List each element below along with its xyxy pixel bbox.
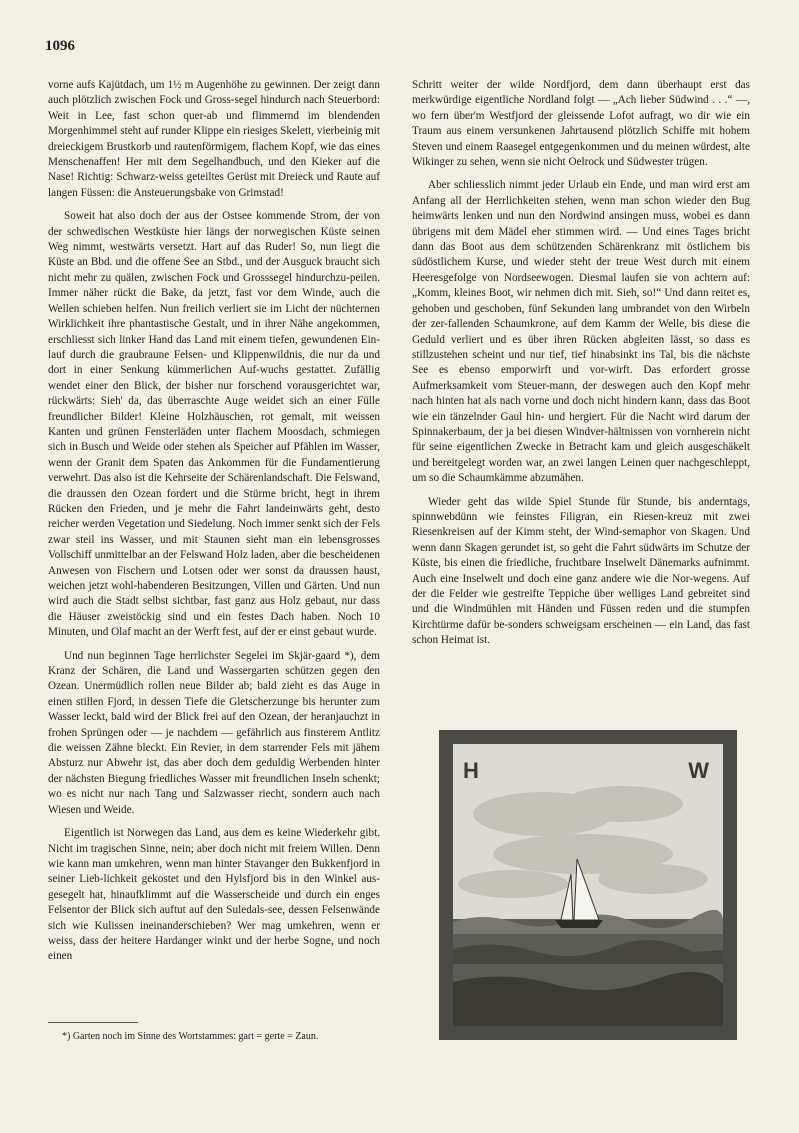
paragraph: Aber schliesslich nimmt jeder Urlaub ein Ende, und man wird erst am Anfang all der Herrlichkeiten stehen, wenn man schon wieder den Bug heimwärts lenken und nun den Nordwind ansingen muss, wobei es dann übrigens mit dem Mädel eher stimmen wird. — Und eines Tages bricht dann das Boot aus dem schützenden Schärenkranz mit östlichem bis südöstlichem Kurse, und wieder steht der treue West durch mit einem Heeresgefolge von Nordseewogen. Diesmal laufen sie von achtern auf: „Komm, kleines Boot, wir nehmen dich mit. Sieh, so!“ Und dann reitet es, gehoben und geschoben, fünf Sekunden lang umbrandet von den Wirbeln der zer-fallenden Schaumkrone, auf dem Kamm der Welle, bis diese die Geduld verliert und es über ihren Rücken abgleiten lässt, so dass es stillzustehen scheint und nur tief, tief hinabsinkt ins Tal, bis die nächste See es ebenso emporwirft und vor-wirft. Das erfordert grosse Aufmerksamkeit vom Steuer-mann, der deswegen auch den Kopf mehr nach hinten hat als nach vorne und doch nicht hindern kann, dass das Boot wie ein tänzelnder Gaul hin- und hergiert. Für die Nacht wird darum der Spinnakerbaum, der ja bei diesen Windver-hältnissen von vornherein nicht für seine eigentlichen Zwecke in Betracht kam und gleich ausgeschäkelt und bereitgelegt worden war, an zwei langen Leinen quer nachgeschleppt, um so die Schaumkämme abzumähen. [412, 179, 750, 485]
paragraph: vorne aufs Kajütdach, um 1½ m Augenhöhe zu gewinnen. Der zeigt dann auch plötzlich zwischen Fock und Gross-segel hindurch nach Steuerbord: Weit in Lee, fast schon quer-ab und flimmernd im blendenden Morgenhimmel steht auf runder Klippe ein riesiges Skelett, vierbeinig mit dreieckigem Brustkorb und rautenförmigem, flachem Kopf, wie das eines Menschenaffen! Her mit dem Segelhandbuch, und den Kieker auf die Nase! Richtig: Schwarz-weiss geteiltes Gerüst mit Dreieck und Raute auf langen Füssen: die Ansteuerungsbake von Grimstad! [48, 79, 380, 199]
illustration-canvas [453, 744, 723, 1026]
paragraph: Schritt weiter der wilde Nordfjord, dem dann überhaupt erst das merkwürdige eigentliche Nordland folgt — „Ach lieber Südwind . . .“ —, wo fern über'm Westfjord der gleissende Lofot aufragt, wo dir wie ein Traum aus einem versunkenen Jahrtausend plötzlich Schiffe mit hohem Steven und einem Raasegel entgegenkommen und du meinen würdest, alte Wikinger zu sehen, wenn sie nicht Oelrock und Südwester trügen. [412, 79, 750, 169]
initial-w: W [688, 758, 709, 783]
paragraph: Soweit hat also doch der aus der Ostsee kommende Strom, der von der schwedischen Westküste hier längs der norwegischen Küste seinen Weg nimmt, westwärts versetzt. Hart auf das Ruder! So, nun liegt die Küste an Bbd. und die offene See an Stbd., und der Ausguck braucht sich nicht mehr zu quälen, zwischen Fock und Grosssegel hindurchzu-peilen. Immer näher rückt die Bake, da jetzt, fast vor dem Winde, auch die Wellen schieben helfen. Nun freilich verliert sie im Licht der nüchternen Wirklichkeit ihre phantastische Gestalt, und in ihrer Nähe angekommen, erschliesst sich linker Hand das Land mit einem tiefen, gewundenen Ein-lauf durch die graubraune Felsen- und Klippenwildnis, die nur da und dort in einer Senkung kümmerlichen Auf-wuchs gestattet. Zufällig wendet einer den Blick, der bisher nur forschend vorausgerichtet war, rückwärts: Sieh' da, das überraschte Auge weidet sich an einer Fülle freundlicher Bilder! Kleine Holzhäuschen, rot gemalt, mit weissen Kanten und grünen Fensterläden unter flachem Moosdach, schmiegen sich in Busch und Weide oder stehen als Speicher auf Pfählen im Wasser, wenn der Granit dem Spaten das Ankommen für die Fundamentierung verwehrt. Das also ist die Kehrseite der Schärenlandschaft. Die Felswand, die draussen den Ozean fordert und die Stürme bricht, hegt in ihrem Rücken den Frieden, und je mehr die Fahrt landeinwärts geht, desto reicher werden Vegetation und Siedelung. Noch immer senkt sich der Fels zwar steil ins Wasser, und mit Staunen sieht man ein lebensgrosses Vollschiff unmittelbar an der Felswand Holz laden, aber die bescheidenen Anwesen von Fischern und Lotsen oder wer sonst da draussen haust, weichen jetzt wohl-habenderen Besitzungen, Villen und Gärten. Und nun wird auch die Stadt selbst sichtbar, fast ganz aus Holz gebaut, nur dass die Häuser zweistöckig sind und ein festes Dach haben. Noch 10 Minuten, und Olaf macht an der Werft fest, auf der er einst gebaut wurde. [48, 210, 380, 639]
initial-h: H [463, 758, 479, 783]
left-text-column [48, 78, 380, 973]
page-number: 1096 [45, 38, 75, 54]
footnote: *) Garten noch im Sinne des Wortstammes: gart = gerte = Zaun. [62, 1031, 319, 1042]
seascape-drawing [453, 744, 723, 1026]
paragraph: Wieder geht das wilde Spiel Stunde für Stunde, bis anderntags, spinnwebdünn wie feinstes Filigran, ein Riesen-kreuz mit zwei Riesenkreisen auf der Kimm steht, der Wind-semaphor von Skagen. Und wenn dann Skagen gerundet ist, so geht die Fahrt südwärts im Schutze der Küste, bis einen die friedliche, fruchtbare Inselwelt Dänemarks aufnimmt. Auch eine Inselwelt und doch eine ganz andere wie die Nor-wegens. Auf der die Felder wie gestreifte Teppiche über welliges Land gebreitet sind und die Windmühlen mit Händen und Füssen reden und die stumpfen Kirchtürme dafür be-sonders schweigsam erscheinen — ein Land, das fast schon Heimat ist. [412, 495, 750, 647]
paragraph: Eigentlich ist Norwegen das Land, aus dem es keine Wiederkehr gibt. Nicht im tragischen Sinne, nein; aber doch nicht mit freiem Willen. Denn wie kann man umkehren, wenn man hinter Stavanger den Bukkenfjord in seiner Lieb-lichkeit gekostet und den Hylsfjord bis in den Winkel aus-gesegelt hat, hinaufklimmt auf die Wasserscheide und durch ein enges Felsentor der Blick sich auftut auf den Suledals-see, dessen Felsenwände sich wie Kulissen ineinanderschieben? Wer mag umkehren, wenn er weiss, dass der heitere Hardanger winkt und der herbe Sogne, und noch einen [48, 827, 380, 963]
paragraph: Und nun beginnen Tage herrlichster Segelei im Skjär-gaard *), dem Kranz der Schären, die Land und Wassergarten schützen gegen den Ozean. Unermüdlich rollen neue Bilder ab; bald zieht es das Auge in einen stillen Fjord, in dessen Tiefe die Gletscherzunge bis herunter zum Wasser leckt, bald wird der Blick frei auf den Ozean, der heranjauchzt in frohen Sprüngen oder — je nachdem — gefährlich aus finsterem Antlitz die weissen Zähne bleckt. Ein Revier, in dem starrender Fels mit jähem Absturz nur Abwehr ist, das aber doch dem geduldig Werbenden hinter der nächsten Biegung friedliches Wasser mit freundlichen Inseln schenkt; wo es nicht nur nach Tang und Salzwasser riecht, sondern auch nach Wiesen und Weide. [48, 649, 380, 816]
sailboat-illustration [439, 730, 737, 1040]
footnote-divider [48, 1022, 138, 1023]
right-text-column [412, 78, 750, 657]
